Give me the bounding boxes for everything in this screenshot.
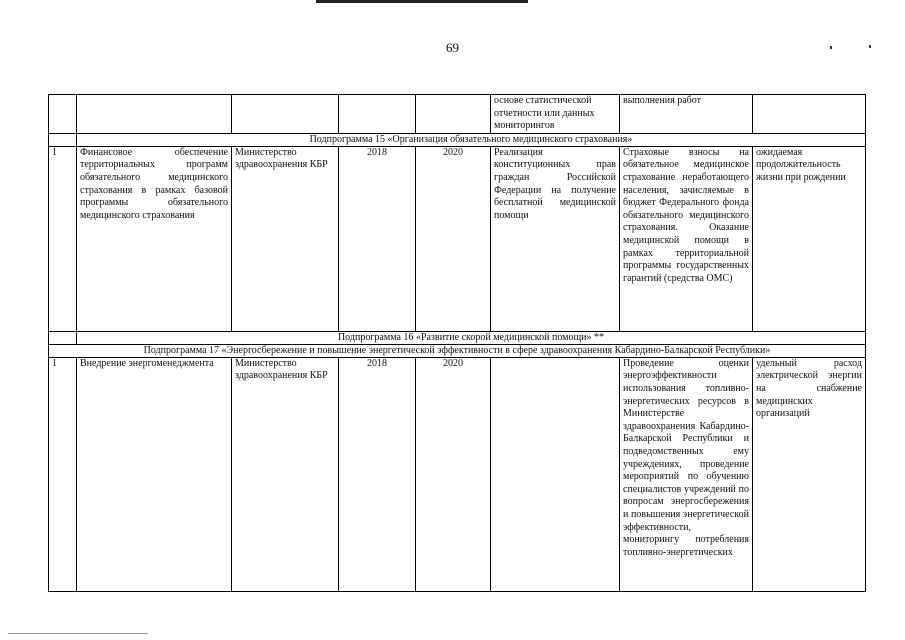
task: Реализация конституционных прав граждан Российской Федерации на получение бесплатной медицинской помощи [491,146,620,331]
measures-description: Проведение оценки энергоэффективности использования топливно-энергетических ресурсов в Министерстве здравоохранения Кабардино-Балкарской Республики и подведомственных ему учреждениях, проведение мероприятий по обучению специалистов учреждений по вопросам энергосбережения и повышения энергетической эффективности, мониторингу потребления топливно-энергетических [620,357,753,591]
row-number: 1 [49,357,77,591]
measure-name: Внедрение энергоменеджмента [77,357,232,591]
measure-name: Финансовое обеспечение территориальных программ обязательного медицинского страхования в рамках базовой программы обязательного медицинского страхования [77,146,232,331]
cell-start [339,95,416,134]
page-number: 69 [446,40,459,55]
cell-empty [49,133,77,146]
end-year: 2020 [416,357,491,591]
start-year: 2018 [339,146,416,331]
continuation-row [49,95,866,134]
cell-empty [49,331,77,344]
cell-indicator [753,95,866,134]
measures-description: Страховые взносы на обязательное медицинское страхование неработающего населения, зачисляемые в бюджет Федерального фонда обязательного медицинского страхования. Оказание медицинской помощи в рамках территориальной программы государственных гарантий (средства ОМС) [620,146,753,331]
top-scan-edge [316,0,528,3]
program-table [48,94,866,592]
start-year: 2018 [339,357,416,591]
cell-measures: выполнения работ [620,95,753,134]
indicator: ожидаемая продолжительность жизни при рождении [753,146,866,331]
subprogram16-title: Подпрограмма 16 «Развитие скорой медицинской помощи» ** [77,331,866,344]
table-row [49,146,866,331]
cell-task: основе статистической отчетности или данных мониторингов [491,95,620,134]
executor: Министерство здравоохранения КБР [232,357,339,591]
subprogram-header-row [49,331,866,344]
cell-end [416,95,491,134]
end-year: 2020 [416,146,491,331]
program-table-container [48,94,865,592]
subprogram15-title: Подпрограмма 15 «Организация обязательного медицинского страхования» [77,133,866,146]
scan-speck [869,45,871,48]
bottom-scan-artifact [8,633,148,634]
row-number: 1 [49,146,77,331]
subprogram17-title: Подпрограмма 17 «Энергосбережение и повышение энергетической эффективности в сфере здравоохранения Кабардино-Балкарской Республики» [49,344,866,357]
task [491,357,620,591]
table-row [49,357,866,591]
cell-name [77,95,232,134]
cell-executor [232,95,339,134]
subprogram-header-row [49,133,866,146]
executor: Министерство здравоохранения КБР [232,146,339,331]
scan-speck [830,46,832,49]
cell-num [49,95,77,134]
subprogram-header-row [49,344,866,357]
indicator: удельный расход электрической энергии на снабжение медицинских организаций [753,357,866,591]
